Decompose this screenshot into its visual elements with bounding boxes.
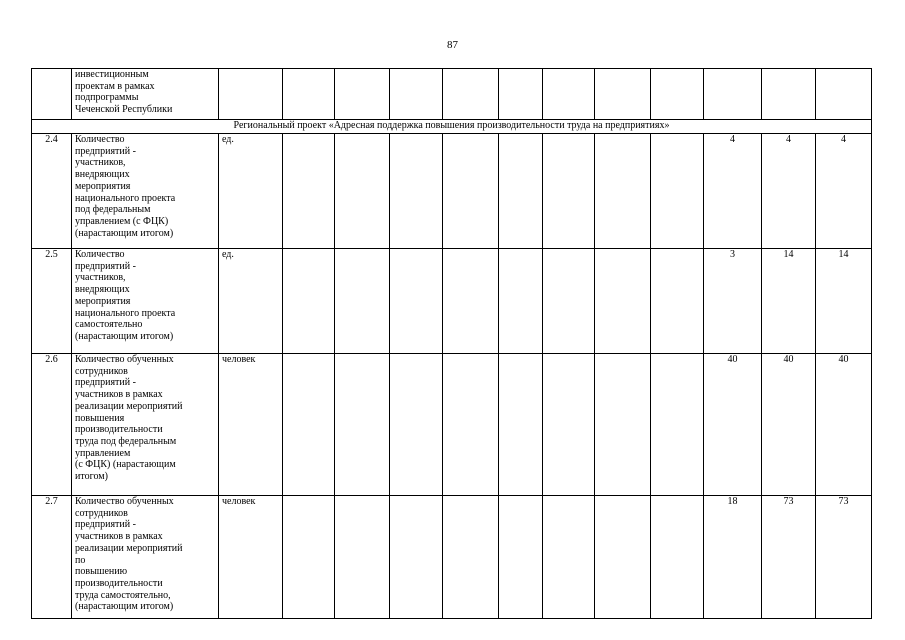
value-cell — [283, 69, 335, 120]
value-cell: 3 — [704, 249, 762, 354]
row-number: 2.6 — [32, 354, 72, 496]
indicators-table — [31, 68, 872, 619]
value-cell — [651, 496, 704, 619]
value-cell — [390, 134, 443, 249]
value-cell — [335, 249, 390, 354]
indicator-name: Количество обученных сотрудников предприятий - участников в рамках реализации мероприятий по повышению производительности труда самостоятельно, (нарастающим итогом) — [72, 496, 219, 619]
value-cell — [595, 354, 651, 496]
value-cell: 40 — [762, 354, 816, 496]
page-number: 87 — [447, 39, 458, 51]
table-row — [32, 134, 872, 249]
value-cell — [443, 134, 499, 249]
table-row — [32, 496, 872, 619]
value-cell: 4 — [762, 134, 816, 249]
value-cell — [443, 354, 499, 496]
row-number: 2.4 — [32, 134, 72, 249]
value-cell — [543, 69, 595, 120]
value-cell — [543, 249, 595, 354]
value-cell — [543, 496, 595, 619]
value-cell — [543, 134, 595, 249]
indicator-name: Количество предприятий - участников, внедряющих мероприятия национального проекта самостоятельно (нарастающим итогом) — [72, 249, 219, 354]
value-cell — [335, 69, 390, 120]
section-title: Региональный проект «Адресная поддержка повышения производительности труда на предприятиях» — [32, 120, 872, 134]
value-cell — [390, 69, 443, 120]
value-cell — [283, 134, 335, 249]
value-cell: 18 — [704, 496, 762, 619]
value-cell — [443, 496, 499, 619]
value-cell — [443, 249, 499, 354]
value-cell — [595, 69, 651, 120]
value-cell — [283, 354, 335, 496]
row-number: 2.7 — [32, 496, 72, 619]
value-cell — [499, 134, 543, 249]
value-cell — [816, 69, 872, 120]
indicator-name: инвестиционным проектам в рамках подпрограммы Чеченской Республики — [72, 69, 219, 120]
value-cell: 4 — [704, 134, 762, 249]
value-cell: 4 — [816, 134, 872, 249]
value-cell: 40 — [816, 354, 872, 496]
continued-row — [32, 69, 872, 120]
value-cell — [595, 134, 651, 249]
table-row — [32, 354, 872, 496]
value-cell — [595, 249, 651, 354]
value-cell — [390, 496, 443, 619]
unit-cell — [219, 69, 283, 120]
value-cell — [335, 354, 390, 496]
row-number — [32, 69, 72, 120]
value-cell: 73 — [816, 496, 872, 619]
value-cell — [651, 134, 704, 249]
value-cell: 14 — [816, 249, 872, 354]
value-cell: 40 — [704, 354, 762, 496]
table-row — [32, 249, 872, 354]
indicator-name: Количество обученных сотрудников предприятий - участников в рамках реализации мероприятий повышения производительности труда под федеральным управлением (с ФЦК) (нарастающим итогом) — [72, 354, 219, 496]
value-cell — [543, 354, 595, 496]
value-cell: 73 — [762, 496, 816, 619]
section-row — [32, 120, 872, 134]
unit-cell: ед. — [219, 249, 283, 354]
value-cell: 14 — [762, 249, 816, 354]
unit-cell: человек — [219, 354, 283, 496]
value-cell — [651, 249, 704, 354]
value-cell — [499, 496, 543, 619]
value-cell — [335, 496, 390, 619]
value-cell — [499, 354, 543, 496]
value-cell — [651, 354, 704, 496]
value-cell — [335, 134, 390, 249]
value-cell — [499, 69, 543, 120]
value-cell — [704, 69, 762, 120]
value-cell — [499, 249, 543, 354]
unit-cell: ед. — [219, 134, 283, 249]
value-cell — [390, 249, 443, 354]
value-cell — [390, 354, 443, 496]
value-cell — [595, 496, 651, 619]
value-cell — [651, 69, 704, 120]
value-cell — [283, 496, 335, 619]
value-cell — [443, 69, 499, 120]
indicator-name: Количество предприятий - участников, внедряющих мероприятия национального проекта под федеральным управлением (с ФЦК) (нарастающим итогом) — [72, 134, 219, 249]
unit-cell: человек — [219, 496, 283, 619]
value-cell — [762, 69, 816, 120]
value-cell — [283, 249, 335, 354]
row-number: 2.5 — [32, 249, 72, 354]
